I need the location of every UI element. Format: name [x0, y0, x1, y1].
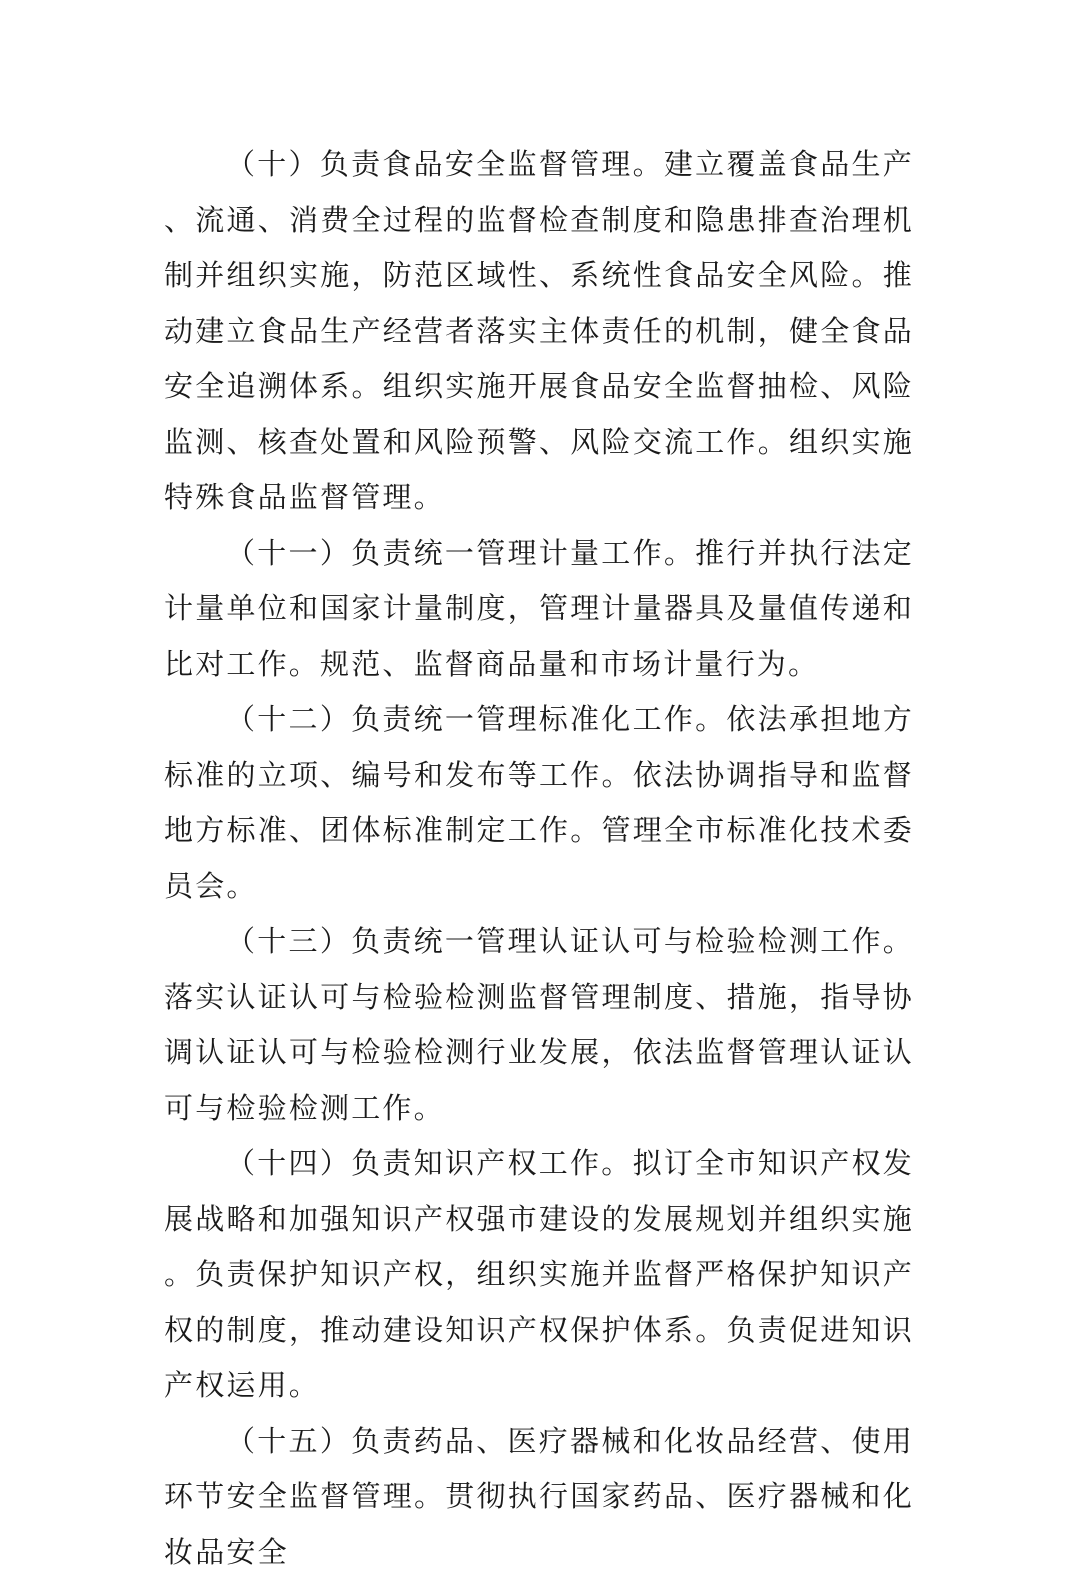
document-body: [164, 137, 914, 1580]
paragraph-metrology: （十一）负责统一管理计量工作。推行并执行法定计量单位和国家计量制度，管理计量器具及量值传递和比对工作。规范、监督商品量和市场计量行为。: [164, 526, 914, 693]
paragraph-drugs-devices: （十五）负责药品、医疗器械和化妆品经营、使用环节安全监督管理。贯彻执行国家药品、医疗器械和化妆品安全: [164, 1414, 914, 1580]
paragraph-food-safety: （十）负责食品安全监督管理。建立覆盖食品生产、流通、消费全过程的监督检查制度和隐患排查治理机制并组织实施，防范区域性、系统性食品安全风险。推动建立食品生产经营者落实主体责任的机制，健全食品安全追溯体系。组织实施开展食品安全监督抽检、风险监测、核查处置和风险预警、风险交流工作。组织实施特殊食品监督管理。: [164, 137, 914, 526]
paragraph-intellectual-property: （十四）负责知识产权工作。拟订全市知识产权发展战略和加强知识产权强市建设的发展规划并组织实施。负责保护知识产权，组织实施并监督严格保护知识产权的制度，推动建设知识产权保护体系。负责促进知识产权运用。: [164, 1136, 914, 1414]
paragraph-standardization: （十二）负责统一管理标准化工作。依法承担地方标准的立项、编号和发布等工作。依法协调指导和监督地方标准、团体标准制定工作。管理全市标准化技术委员会。: [164, 692, 914, 914]
paragraph-certification: （十三）负责统一管理认证认可与检验检测工作。落实认证认可与检验检测监督管理制度、措施，指导协调认证认可与检验检测行业发展，依法监督管理认证认可与检验检测工作。: [164, 914, 914, 1136]
